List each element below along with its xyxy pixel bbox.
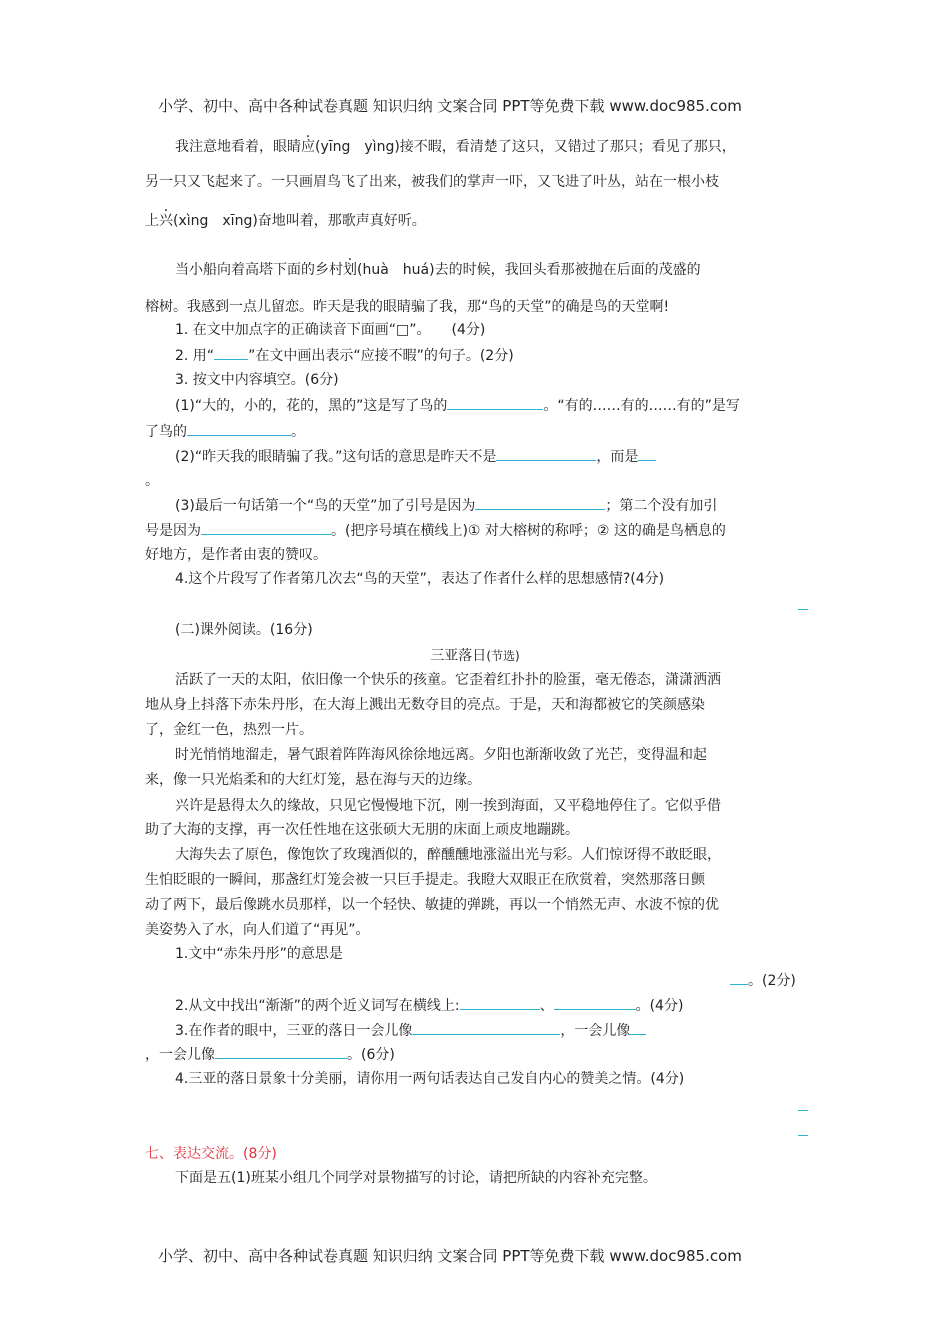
question-3-2 — [175, 446, 656, 467]
article-p1-l1: 活跃了一天的太阳，依旧像一个快乐的孩童。它歪着红扑扑的脸蛋，毫无倦态，潇潇洒洒 — [175, 672, 721, 688]
text: ，一会儿像 — [560, 1023, 631, 1039]
answer-blank[interactable] — [412, 1020, 560, 1035]
text: 2.从文中找出“渐渐”的两个近义词写在横线上: — [175, 998, 460, 1014]
answer-blank[interactable] — [638, 446, 656, 461]
reading-question-3-cont — [145, 1044, 395, 1065]
article-p4-l2: 生怕眨眼的一瞬间，那盏红灯笼会被一只巨手提走。我瞪大双眼正在欣赏着，突然那落日颤 — [145, 872, 705, 888]
text: 3.在作者的眼中，三亚的落日一会儿像 — [175, 1023, 413, 1039]
text: 号是因为 — [145, 523, 201, 539]
text: 。(把序号填在横线上)① 对大榕树的称呼；② 这的确是鸟栖息的 — [331, 523, 726, 539]
passage-line-1 — [175, 137, 736, 157]
article-p4-l3: 动了两下，最后像跳水员那样，以一个轻快、敏捷的弹跳，再以一个悄然无声、水波不惊的优 — [145, 897, 719, 913]
answer-blank[interactable] — [214, 345, 248, 360]
text: (1)“大的，小的，花的，黑的”这是写了鸟的 — [175, 398, 448, 414]
text: 2. 用“ — [175, 348, 215, 364]
answer-line[interactable] — [798, 1135, 808, 1136]
passage-line-4 — [175, 260, 701, 280]
article-p4-l4: 美姿势入了水，向人们道了“再见”。 — [145, 922, 370, 938]
question-2 — [175, 345, 514, 366]
answer-line[interactable] — [798, 1110, 808, 1111]
text: 、 — [539, 998, 554, 1014]
article-p2-l2: 来，像一只光焰柔和的大红灯笼，悬在海与天的边缘。 — [145, 772, 481, 788]
text: 了鸟的 — [145, 424, 187, 440]
text: 。“有的……有的……有的”是写 — [543, 398, 740, 414]
section-7-intro: 下面是五(1)班某小组几个同学对景物描写的讨论，请把所缺的内容补充完整。 — [175, 1170, 657, 1186]
text: ”在文中画出表示“应接不暇”的句子。(2分) — [248, 348, 514, 364]
text: 当小船向着高塔下面的乡村 — [175, 262, 343, 278]
reading-question-3 — [175, 1020, 646, 1041]
question-3-1 — [175, 395, 740, 416]
title-text: 三亚落日 — [430, 648, 487, 664]
question-3-1-cont — [145, 421, 305, 442]
text: 上 — [145, 213, 159, 229]
passage-line-2: 另一只又飞起来了。一只画眉鸟飞了出来，被我们的掌声一吓，又飞进了叶丛，站在一根小枝 — [145, 174, 719, 190]
page-header: 小学、初中、高中各种试卷真题 知识归纳 文案合同 PPT等免费下载 www.doc985.com — [158, 97, 742, 115]
text: ，一会儿像 — [145, 1047, 215, 1063]
answer-blank[interactable] — [187, 421, 291, 436]
question-3-3-cont — [145, 520, 726, 541]
title-note: (节选) — [486, 649, 520, 663]
section-heading-extra-reading: (二)课外阅读。(16分) — [175, 622, 313, 638]
answer-blank[interactable] — [554, 995, 636, 1010]
text: 。(4分) — [635, 998, 684, 1014]
answer-blank[interactable] — [201, 520, 331, 535]
dotted-char: 划 — [343, 262, 357, 278]
text: ；第二个没有加引 — [605, 498, 718, 514]
article-p3-l1: 兴许是悬得太久的缘故，只见它慢慢地下沉，刚一挨到海面，又平稳地停住了。它似乎借 — [175, 798, 721, 814]
text: 。(6分) — [347, 1047, 395, 1063]
section-heading-expression: 七、表达交流。(8分) — [145, 1146, 277, 1162]
answer-blank[interactable] — [630, 1020, 646, 1035]
answer-blank[interactable] — [215, 1044, 347, 1059]
article-p3-l2: 助了大海的支撑，再一次任性地在这张硕大无朋的床面上顽皮地蹦跳。 — [145, 822, 579, 838]
dotted-char: 兴 — [159, 213, 173, 229]
reading-question-2 — [175, 995, 683, 1016]
text: 我注意地看着，眼睛 — [175, 139, 301, 155]
article-p1-l2: 地从身上抖落下赤朱丹彤，在大海上溅出无数夺目的亮点。于是，天和海都被它的笑颜感染 — [145, 697, 705, 713]
question-4: 4.这个片段写了作者第几次去“鸟的天堂”，表达了作者什么样的思想感情?(4分) — [175, 571, 665, 587]
answer-blank[interactable] — [475, 495, 605, 510]
article-p4-l1: 大海失去了原色，像饱饮了玫瑰酒似的，醉醺醺地涨溢出光与彩。人们惊讶得不敢眨眼， — [175, 847, 721, 863]
passage-line-5: 榕树。我感到一点儿留恋。昨天是我的眼睛骗了我，那“鸟的天堂”的确是鸟的天堂啊! — [145, 299, 670, 315]
article-title — [0, 646, 950, 666]
answer-blank[interactable] — [460, 995, 540, 1010]
text: (huà huá)去的时候，我回头看那被抛在后面的茂盛的 — [357, 262, 701, 278]
article-p2-l1: 时光悄悄地溜走，暑气跟着阵阵海风徐徐地远离。夕阳也渐渐收敛了光芒，变得温和起 — [175, 747, 707, 763]
answer-line[interactable] — [798, 609, 808, 610]
text: ，而是 — [596, 449, 639, 465]
text: 。 — [291, 424, 305, 440]
question-3-3-end: 好地方，是作者由衷的赞叹。 — [145, 547, 327, 563]
reading-question-4: 4.三亚的落日景象十分美丽，请你用一两句话表达自己发自内心的赞美之情。(4分) — [175, 1071, 685, 1087]
reading-question-1: 1.文中“赤朱丹彤”的意思是 — [175, 946, 343, 962]
article-p1-l3: 了，金红一色，热烈一片。 — [145, 722, 313, 738]
reading-question-1-end — [730, 970, 796, 991]
dotted-char: 应 — [301, 139, 315, 155]
passage-line-3 — [145, 211, 426, 231]
question-3-3 — [175, 495, 717, 516]
question-3: 3. 按文中内容填空。(6分) — [175, 372, 339, 388]
answer-blank[interactable] — [496, 446, 596, 461]
text: (3)最后一句话第一个“鸟的天堂”加了引号是因为 — [175, 498, 476, 514]
text: 。(2分) — [748, 973, 796, 989]
page-footer: 小学、初中、高中各种试卷真题 知识归纳 文案合同 PPT等免费下载 www.doc985.com — [158, 1247, 742, 1265]
question-1: 1. 在文中加点字的正确读音下面画“□”。 (4分) — [175, 322, 486, 338]
answer-blank[interactable] — [730, 970, 748, 985]
text: (xìng xīng)奋地叫着，那歌声真好听。 — [173, 213, 426, 229]
text: (yīng yìng)接不暇，看清楚了这只，又错过了那只；看见了那只， — [315, 139, 736, 155]
question-3-2-end: 。 — [145, 473, 159, 489]
answer-blank[interactable] — [447, 395, 543, 410]
text: (2)“昨天我的眼睛骗了我。”这句话的意思是昨天不是 — [175, 449, 497, 465]
